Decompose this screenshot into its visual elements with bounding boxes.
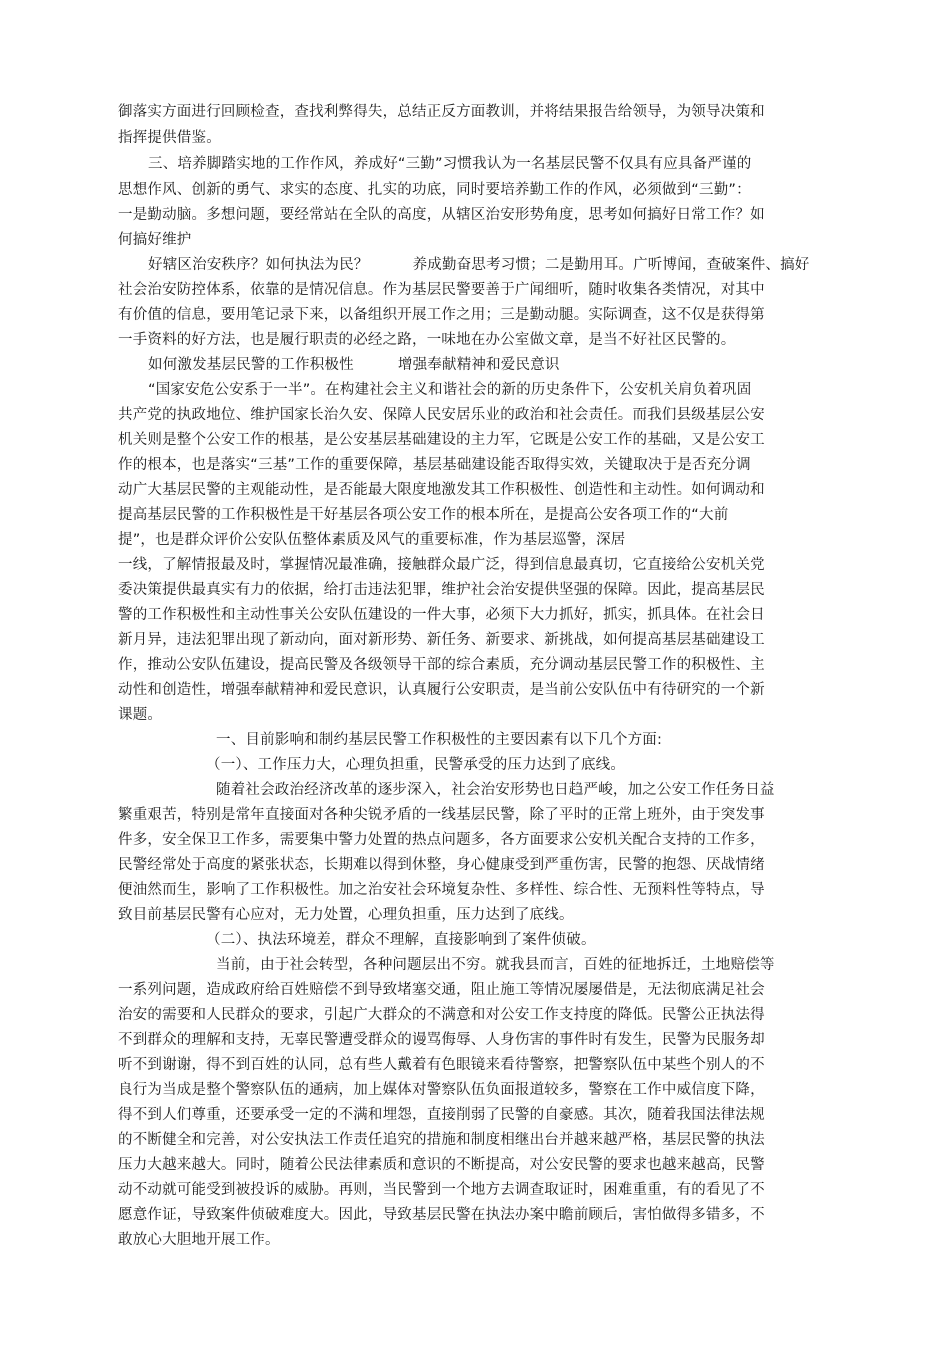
text-line: 提高基层民警的工作积极性是干好基层各项公安工作的根本所在，是提高公安各项工作的“大前 <box>118 507 729 523</box>
text-line: 件多，安全保卫工作多，需要集中警力处置的热点问题多，各方面要求公安机关配合支持的工作多， <box>118 832 765 848</box>
text-line: 愿意作证，导致案件侦破难度大。因此，导致基层民警在执法办案中瞻前顾后，害怕做得多错多，不 <box>118 1207 765 1223</box>
text-line: 动性和创造性，增强奉献精神和爱民意识，认真履行公安职责，是当前公安队伍中有待研究的一个新 <box>118 682 765 698</box>
text-line: 繁重艰苦，特别是常年直接面对各种尖锐矛盾的一线基层民警，除了平时的正常上班外，由于突发事 <box>118 807 765 823</box>
text-line: 当前，由于社会转型，各种问题层出不穷。就我县而言，百姓的征地拆迁，土地赔偿等 <box>216 957 775 973</box>
text-line: 警的工作积极性和主动性事关公安队伍建设的一件大事，必须下大力抓好，抓实，抓具体。在社会日 <box>118 607 765 623</box>
text-line: 动不动就可能受到被投诉的威胁。再则，当民警到一个地方去调查取证时，困难重重，有的看见了不 <box>118 1182 765 1198</box>
text-line: “国家安危公安系于一半”。在构建社会主义和谐社会的新的历史条件下，公安机关肩负着巩固 <box>148 382 752 398</box>
text-line: 思想作风、创新的勇气、求实的态度、扎实的功底，同时要培养勤工作的作风，必须做到“三勤”： <box>118 182 751 198</box>
text-line: 新月异，违法犯罪出现了新动向，面对新形势、新任务、新要求、新挑战，如何提高基层基础建设工 <box>118 632 765 648</box>
subsection-heading: （二）、执法环境差，群众不理解，直接影响到了案件侦破。 <box>206 932 596 948</box>
text-line: 听不到谢谢，得不到百姓的认同，总有些人戴着有色眼镜来看待警察，把警察队伍中某些个别人的不 <box>118 1057 765 1073</box>
text-line: 的不断健全和完善，对公安执法工作责任追究的措施和制度相继出台并越来越严格，基层民警的执法 <box>118 1132 765 1148</box>
text-line: 课题。 <box>118 707 163 723</box>
text-line: 一系列问题，造成政府给百姓赔偿不到导致堵塞交通，阻止施工等情况屡屡借是，无法彻底满足社会 <box>118 982 765 998</box>
text-line: 良行为当成是整个警察队伍的通病，加上媒体对警察队伍负面报道较多，警察在工作中威信度下降， <box>118 1082 765 1098</box>
text-line: 提”，也是群众评价公安队伍整体素质及风气的重要标准，作为基层巡警，深居 <box>118 532 626 548</box>
section-heading: 一、目前影响和制约基层民警工作积极性的主要因素有以下几个方面: <box>216 732 663 748</box>
section-heading: 三、培养脚踏实地的工作作风，养成好“三勤”习惯我认为一名基层民警不仅具有应具备严谨的 <box>148 156 752 172</box>
text-line: 得不到人们尊重，还要承受一定的不满和埋怨，直接削弱了民警的自豪感。其次，随着我国法律法规 <box>118 1107 765 1123</box>
text-line: 共产党的执政地位、维护国家长治久安、保障人民安居乐业的政治和社会责任。而我们县级基层公安 <box>118 407 765 423</box>
text-line: 一线，了解情报最及时，掌握情况最准确，接触群众最广泛，得到信息最真切，它直接给公安机关党 <box>118 557 765 573</box>
text-line: 御落实方面进行回顾检查，查找利弊得失，总结正反方面教训，并将结果报告给领导，为领导决策和 <box>118 104 765 120</box>
text-line: 指挥提供借鉴。 <box>118 130 221 146</box>
text-line: 好辖区治安秩序？如何执法为民？ 养成勤奋思考习惯；二是勤用耳。广听博闻，查破案件、搞好 <box>148 257 810 273</box>
text-line: 治安的需要和人民群众的要求，引起广大群众的不满意和对公安工作支持度的降低。民警公正执法得 <box>118 1007 765 1023</box>
text-line: 不到群众的理解和支持，无辜民警遭受群众的谩骂侮辱、人身伤害的事件时有发生，民警为民服务却 <box>118 1032 765 1048</box>
section-heading: 如何激发基层民警的工作积极性 增强奉献精神和爱民意识 <box>148 357 560 373</box>
text-line: 社会治安防控体系，依靠的是情况信息。作为基层民警要善于广闻细听，随时收集各类情况，对其中 <box>118 282 765 298</box>
text-line: 致目前基层民警有心应对，无力处置，心理负担重，压力达到了底线。 <box>118 907 574 923</box>
text-line: 动广大基层民警的主观能动性，是否能最大限度地激发其工作积极性、创造性和主动性。如何调动和 <box>118 482 765 498</box>
text-line: 一手资料的好方法，也是履行职责的必经之路，一味地在办公室做文章，是当不好社区民警的。 <box>118 332 736 348</box>
subsection-heading: （一）、工作压力大，心理负担重，民警承受的压力达到了底线。 <box>206 757 626 773</box>
text-line: 民警经常处于高度的紧张状态，长期难以得到休整，身心健康受到严重伤害，民警的抱怨、厌战情绪 <box>118 857 765 873</box>
text-line: 机关则是整个公安工作的根基，是公安基层基础建设的主力军，它既是公安工作的基础，又是公安工 <box>118 432 765 448</box>
text-line: 压力大越来越大。同时，随着公民法律素质和意识的不断提高，对公安民警的要求也越来越高，民警 <box>118 1157 765 1173</box>
text-line: 一是勤动脑。多想问题，要经常站在全队的高度，从辖区治安形势角度，思考如何搞好日常工作？如 <box>118 207 765 223</box>
text-line: 作的根本，也是落实“三基”工作的重要保障，基层基础建设能否取得实效，关键取决于是否充分调 <box>118 457 751 473</box>
text-line: 作，推动公安队伍建设，提高民警及各级领导干部的综合素质，充分调动基层民警工作的积极性、主 <box>118 657 765 673</box>
text-line: 有价值的信息，要用笔记录下来，以备组织开展工作之用；三是勤动腿。实际调查，这不仅是获得第 <box>118 307 765 323</box>
text-line: 随着社会政治经济改革的逐步深入，社会治安形势也日趋严峻，加之公安工作任务日益 <box>216 782 775 798</box>
text-line: 便油然而生，影响了工作积极性。加之治安社会环境复杂性、多样性、综合性、无预料性等特点，导 <box>118 882 765 898</box>
text-line: 何搞好维护 <box>118 232 192 248</box>
text-line: 委决策提供最真实有力的依据，给打击违法犯罪，维护社会治安提供坚强的保障。因此，提高基层民 <box>118 582 765 598</box>
text-line: 敢放心大胆地开展工作。 <box>118 1232 280 1248</box>
